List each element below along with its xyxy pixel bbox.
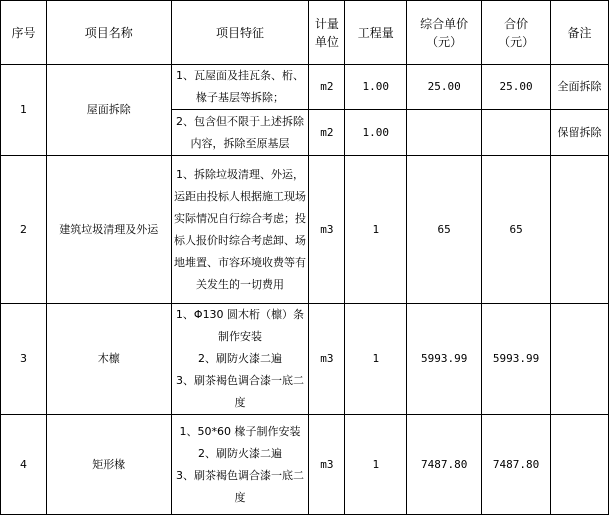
row-quantity: 1.00 (345, 110, 407, 156)
row-item-feature: 2、包含但不限于上述拆除内容，拆除至原基层 (171, 110, 309, 156)
header-total-line2: （元） (498, 34, 535, 49)
table-row (1, 304, 609, 415)
table-row (1, 65, 609, 110)
row-unit: m3 (309, 304, 345, 415)
header-remark: 备注 (551, 1, 609, 65)
header-seq: 序号 (1, 1, 47, 65)
row-remark (551, 156, 609, 304)
feature-line: 1、50*60 椽子制作安装 (179, 424, 301, 438)
row-unit-price (407, 110, 482, 156)
header-total (482, 1, 551, 65)
row-item-feature (171, 304, 309, 415)
row-total: 65 (482, 156, 551, 304)
feature-line: 2、刷防火漆二遍 (197, 446, 282, 460)
header-item-feature: 项目特征 (171, 1, 309, 65)
row-remark (551, 415, 609, 515)
row-unit: m2 (309, 110, 345, 156)
feature-line: 3、刷茶褐色调合漆一底二度 (175, 374, 304, 409)
row-remark: 保留拆除 (551, 110, 609, 156)
row-unit-price: 25.00 (407, 65, 482, 110)
row-seq: 2 (1, 156, 47, 304)
row-item-feature (171, 415, 309, 515)
row-unit-price: 7487.80 (407, 415, 482, 515)
header-row (1, 1, 609, 65)
row-quantity: 1 (345, 415, 407, 515)
row-total: 5993.99 (482, 304, 551, 415)
row-item-name: 屋面拆除 (46, 65, 171, 156)
header-unit-price-line1: 综合单价 (420, 16, 469, 31)
header-item-name: 项目名称 (46, 1, 171, 65)
row-quantity: 1 (345, 304, 407, 415)
row-remark: 全面拆除 (551, 65, 609, 110)
row-total (482, 110, 551, 156)
row-unit: m3 (309, 415, 345, 515)
row-item-name: 建筑垃圾清理及外运 (46, 156, 171, 304)
header-unit-line2: 单位 (314, 34, 339, 49)
header-unit-price-line2: （元） (426, 34, 463, 49)
feature-line: 2、刷防火漆二遍 (197, 352, 282, 365)
row-total: 25.00 (482, 65, 551, 110)
row-item-name: 木檩 (46, 304, 171, 415)
table-row (1, 156, 609, 304)
header-unit-price (407, 1, 482, 65)
row-item-name: 矩形椽 (46, 415, 171, 515)
row-seq: 3 (1, 304, 47, 415)
row-total: 7487.80 (482, 415, 551, 515)
header-unit (309, 1, 345, 65)
row-quantity: 1.00 (345, 65, 407, 110)
feature-line: 1、Φ130 圆木桁（檩）条制作安装 (175, 308, 305, 343)
row-unit: m2 (309, 65, 345, 110)
header-quantity: 工程量 (345, 1, 407, 65)
row-unit-price: 65 (407, 156, 482, 304)
row-quantity: 1 (345, 156, 407, 304)
row-unit: m3 (309, 156, 345, 304)
row-seq: 4 (1, 415, 47, 515)
row-seq: 1 (1, 65, 47, 156)
row-item-feature: 1、瓦屋面及挂瓦条、桁、椽子基层等拆除； (171, 65, 309, 110)
row-unit-price: 5993.99 (407, 304, 482, 415)
table-row (1, 415, 609, 515)
header-unit-line1: 计量 (314, 16, 339, 31)
header-total-line1: 合价 (504, 16, 529, 31)
row-item-feature: 1、拆除垃圾清理、外运，运距由投标人根据施工现场实际情况自行综合考虑；投标人报价时综合考虑卸、场地堆置、市容环境收费等有关发生的一切费用 (171, 156, 309, 304)
feature-line: 3、刷茶褐色调合漆一底二度 (175, 468, 304, 504)
row-remark (551, 304, 609, 415)
